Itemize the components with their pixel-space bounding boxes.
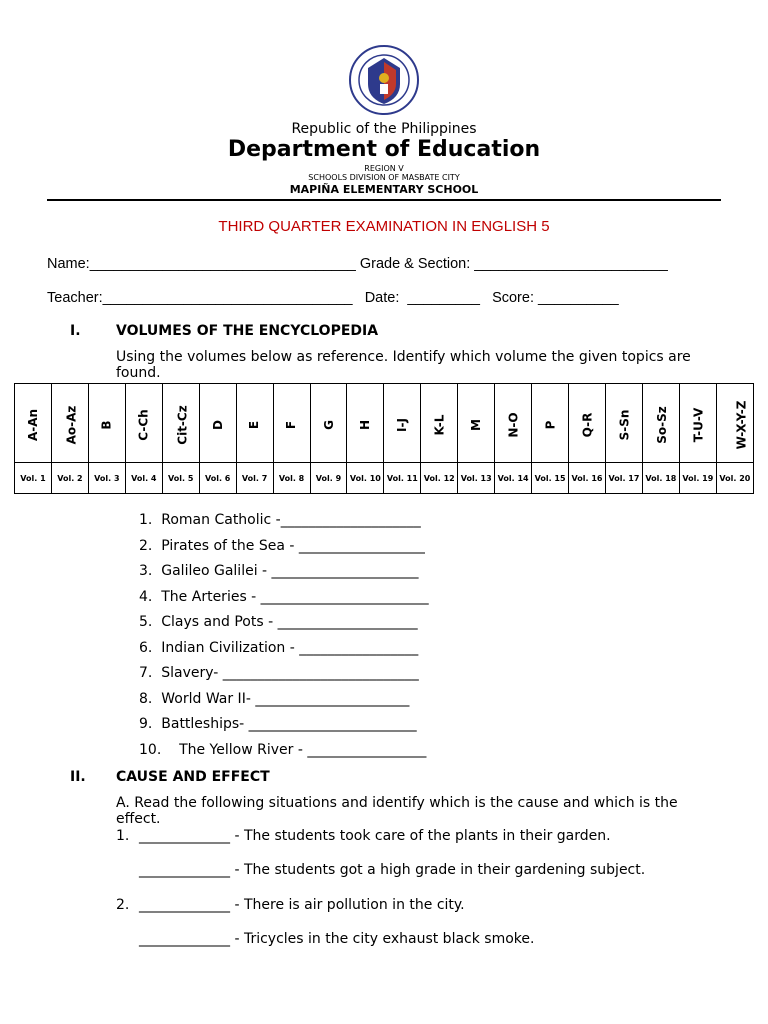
pair1-second: _____________ - The students got a high grade in their gardening subject. [139,862,646,878]
volume-letter-cell [236,384,273,463]
volume-letter-cell [458,384,495,463]
volume-letter-cell [88,384,125,463]
volume-letter-cell [421,384,458,463]
volume-letter: D [210,419,225,430]
volume-letter-cell [125,384,162,463]
deped-seal-logo [348,44,420,116]
volume-letter-cell [15,384,52,463]
topic-item: 4. The Arteries - ________________________ [139,588,429,605]
topic-item: 2. Pirates of the Sea - __________________ [139,537,425,554]
volume-number: Vol. 1 [15,463,52,494]
volume-letter: H [358,419,373,430]
volume-letter: S-Sn [616,409,631,440]
section1-number: I. [70,323,81,339]
volume-letter-cell [532,384,569,463]
volume-letter: Cit-Cz [175,404,190,445]
volume-letter: P [543,420,558,429]
volume-letter: M [469,418,484,431]
volumes-row [15,463,754,494]
topic-item: 6. Indian Civilization - _________________ [139,639,419,656]
volume-number: Vol. 2 [51,463,88,494]
volume-letter: K-L [432,414,447,435]
pair1-number: 1. [116,828,130,844]
pair2-first: _____________ - There is air pollution in the city. [139,897,465,913]
volume-letter-cell [347,384,384,463]
volume-letter: W-X-Y-Z [734,400,749,449]
name-grade-line: Name:_________________________________ Grade & Section: ________________________ [47,256,668,272]
volume-letter-cell [495,384,532,463]
topic-item: 7. Slavery- ____________________________ [139,665,419,681]
volume-letter-cell [199,384,236,463]
volume-letter-cell [716,384,753,463]
encyclopedia-volumes-table [14,383,754,494]
topic-item: 3. Galileo Galilei - _____________________ [139,563,419,579]
volume-letter: G [321,419,336,430]
volume-letter-cell [606,384,643,463]
volume-letter: C-Ch [136,408,151,441]
volume-number: Vol. 14 [495,463,532,494]
volume-letter: Ao-Az [64,405,79,444]
exam-title: THIRD QUARTER EXAMINATION IN ENGLISH 5 [218,218,550,235]
volume-number: Vol. 9 [310,463,347,494]
volume-letter-cell [310,384,347,463]
volume-number: Vol. 11 [384,463,421,494]
topic-item: 8. World War II- ______________________ [139,690,410,707]
volume-letter-cell [51,384,88,463]
header-divider [47,199,721,201]
section1-instruction: Using the volumes below as reference. Identify which volume the given topics are found. [116,349,691,381]
volume-letter: T-U-V [690,407,705,442]
volume-number: Vol. 6 [199,463,236,494]
region-text: REGION V [364,164,404,173]
volume-number: Vol. 18 [642,463,679,494]
volume-number: Vol. 20 [716,463,753,494]
volume-number: Vol. 8 [273,463,310,494]
teacher-date-score-line: Teacher:_______________________________ Date: _________ Score: __________ [47,290,619,306]
volume-letter-cell [569,384,606,463]
pair1-first: _____________ - The students took care of the plants in their garden. [139,828,611,844]
division-text: SCHOOLS DIVISION OF MASBATE CITY [308,173,460,182]
volume-letter-cell [642,384,679,463]
volume-letter-cell [273,384,310,463]
section2-title: CAUSE AND EFFECT [116,769,270,785]
section1-title: VOLUMES OF THE ENCYCLOPEDIA [116,323,379,339]
volume-number: Vol. 4 [125,463,162,494]
volume-number: Vol. 16 [569,463,606,494]
volume-letter: B [99,419,114,430]
topic-item: 9. Battleships- ________________________ [139,716,417,732]
volume-letter: So-Sz [654,405,669,444]
pair2-second: _____________ - Tricycles in the city exhaust black smoke. [139,931,535,947]
volume-number: Vol. 7 [236,463,273,494]
volume-letter-cell [162,384,199,463]
topic-item: 5. Clays and Pots - ____________________ [139,614,418,630]
school-name: MAPIÑA ELEMENTARY SCHOOL [289,183,479,196]
volume-letter: F [284,420,299,429]
pair2-number: 2. [116,897,130,913]
section2-instruction: A. Read the following situations and identify which is the cause and which is the effect. [116,795,678,827]
volume-letter: N-O [506,411,521,438]
volume-letter: I-J [395,417,410,432]
volume-letter-cell [384,384,421,463]
volume-number: Vol. 10 [347,463,384,494]
volume-letter: Q-R [580,412,595,437]
republic-heading: Republic of the Philippines [291,121,477,137]
department-heading: Department of Education [227,137,541,162]
letters-row [15,384,754,463]
volume-letter-cell [679,384,716,463]
topic-item: 1. Roman Catholic -____________________ [139,512,421,528]
volume-number: Vol. 19 [679,463,716,494]
topic-item: 10. The Yellow River - _________________ [139,741,427,758]
section2-number: II. [70,769,86,785]
volume-number: Vol. 5 [162,463,199,494]
volume-number: Vol. 15 [532,463,569,494]
volume-number: Vol. 13 [458,463,495,494]
volume-number: Vol. 12 [421,463,458,494]
volume-number: Vol. 17 [606,463,643,494]
volume-number: Vol. 3 [88,463,125,494]
volume-letter: E [247,420,262,429]
volume-letter: A-An [25,408,40,441]
